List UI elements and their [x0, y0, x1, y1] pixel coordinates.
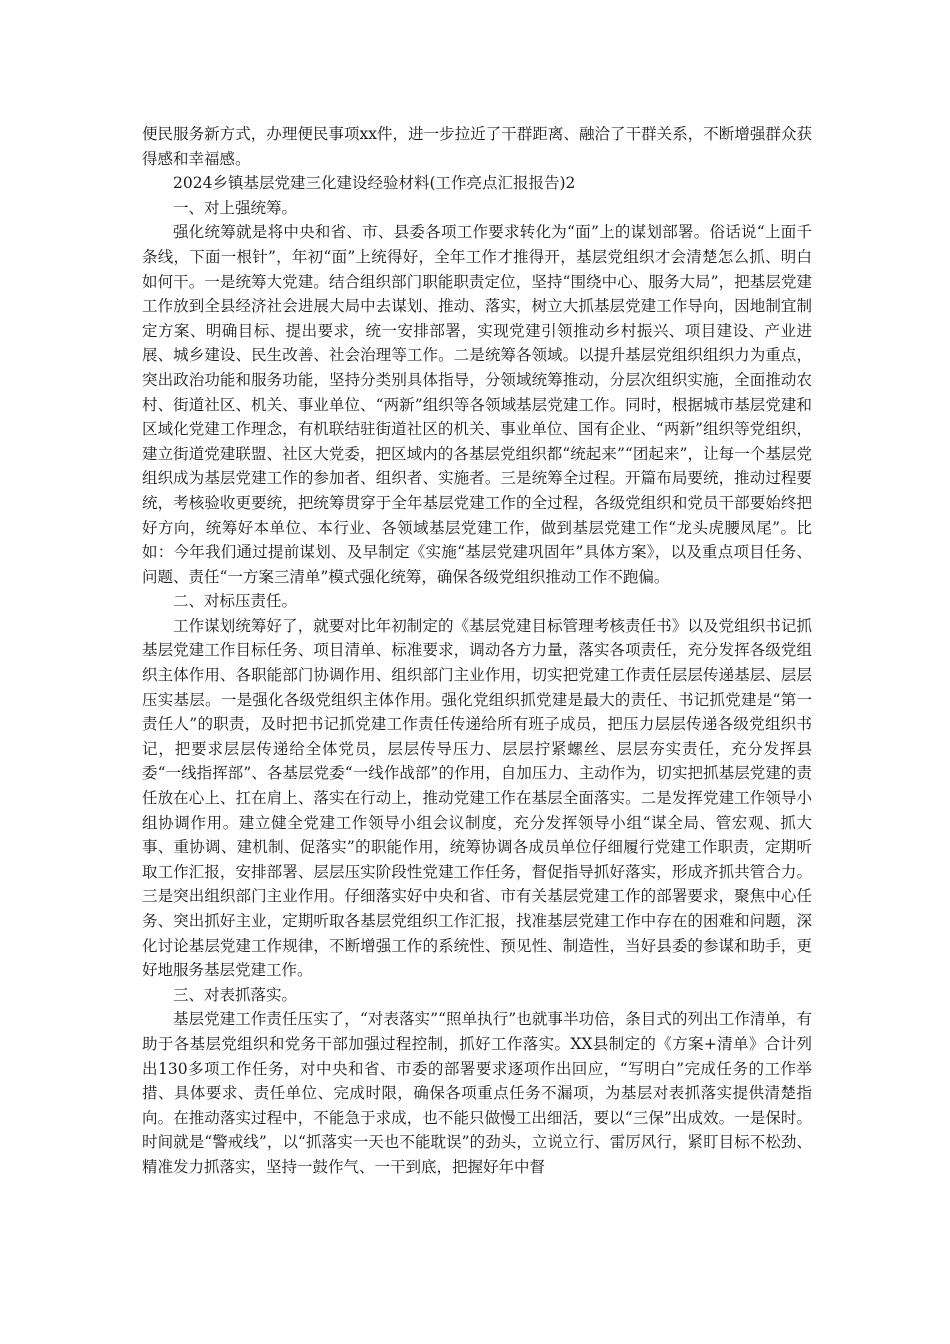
- document-page: [142, 122, 812, 1180]
- section-2-heading: 二、对标压责任。: [173, 592, 298, 611]
- continuation-paragraph: 便民服务新方式，办理便民事项xx件，进一步拉近了干群距离、融洽了干群关系，不断增强群众获得感和幸福感。: [142, 125, 812, 168]
- section-3-body: 基层党建工作责任压实了，“对表落实”“照单执行”也就事半功倍，条目式的列出工作清单，有助于各基层党组织和党务干部加强过程控制，抓好工作落实。XX县制定的《方案+清单》合计列出130多项工作任务，对中央和省、市委的部署要求逐项作出回应，“写明白”完成任务的工作举措、具体要求、责任单位、完成时限，确保各项重点任务不漏项，为基层对表抓落实提供清楚指向。在推动落实过程中，不能急于求成，也不能只做慢工出细活，要以“三保”出成效。一是保时。时间就是“警戒线”，以“抓落实一天也不能耽误”的劲头，立说立行、雷厉风行，紧盯目标不松劲、精准发力抓落实，坚持一鼓作气、一干到底，把握好年中督: [142, 1010, 812, 1176]
- document-title: 2024乡镇基层党建三化建设经验材料(工作亮点汇报报告)2: [173, 174, 576, 193]
- section-3-heading: 三、对表抓落实。: [173, 985, 298, 1004]
- section-1-heading: 一、对上强统筹。: [173, 198, 298, 217]
- section-2-body: 工作谋划统筹好了，就要对比年初制定的《基层党建目标管理考核责任书》以及党组织书记抓基层党建工作目标任务、项目清单、标准要求，调动各方力量，落实各项责任，充分发挥各级党组织主体作用、各职能部门协调作用、组织部门主业作用，切实把党建工作责任层层传递基层、层层压实基层。一是强化各级党组织主体作用。强化党组织抓党建是最大的责任、书记抓党建是“第一责任人”的职责，及时把书记抓党建工作责任传递给所有班子成员，把压力层层传递各级党组织书记，把要求层层传递给全体党员，层层传导压力、层层拧紧螺丝、层层夯实责任，充分发挥县委“一线指挥部”、各基层党委“一线作战部”的作用，自加压力、主动作为，切实把抓基层党建的责任放在心上、扛在肩上、落实在行动上，推动党建工作在基层全面落实。二是发挥党建工作领导小组协调作用。建立健全党建工作领导小组会议制度，充分发挥领导小组“谋全局、管宏观、抓大事、重协调、建机制、促落实”的职能作用，统筹协调各成员单位仔细履行党建工作职责，定期听取工作汇报，安排部署、层层压实阶段性党建工作任务，督促指导抓好落实，形成齐抓共管合力。三是突出组织部门主业作用。仔细落实好中央和省、市有关基层党建工作的部署要求，聚焦中心任务、突出抓好主业，定期听取各基层党组织工作汇报，找准基层党建工作中存在的困难和问题，深化讨论基层党建工作规律，不断增强工作的系统性、预见性、制造性，当好县委的参谋和助手，更好地服务基层党建工作。: [142, 616, 812, 980]
- section-1-body: 强化统筹就是将中央和省、市、县委各项工作要求转化为“面”上的谋划部署。俗话说“上面千条线，下面一根针”，年初“面”上统得好，全年工作才推得开，基层党组织才会清楚怎么抓、明白如何干。一是统筹大党建。结合组织部门职能职责定位，坚持“围绕中心、服务大局”，把基层党建工作放到全县经济社会进展大局中去谋划、推动、落实，树立大抓基层党建工作导向，因地制宜制定方案、明确目标、提出要求，统一安排部署，实现党建引领推动乡村振兴、项目建设、产业进展、城乡建设、民生改善、社会治理等工作。二是统筹各领域。以提升基层党组织组织力为重点，突出政治功能和服务功能，坚持分类别具体指导，分领域统筹推动，分层次组织实施，全面推动农村、街道社区、机关、事业单位、“两新”组织等各领域基层党建工作。同时，根据城市基层党建和区域化党建工作理念，有机联结驻街道社区的机关、事业单位、国有企业、“两新”组织等党组织，建立街道党建联盟、社区大党委，把区域内的各基层党组织都“统起来”“团起来”，让每一个基层党组织成为基层党建工作的参加者、组织者、实施者。三是统筹全过程。开篇布局要统，推动过程要统，考核验收更要统，把统筹贯穿于全年基层党建工作的全过程，各级党组织和党员干部要始终把好方向，统筹好本单位、本行业、各领域基层党建工作，做到基层党建工作“龙头虎腰凤尾”。比如：今年我们通过提前谋划、及早制定《实施“基层党建巩固年”具体方案》，以及重点项目任务、问题、责任“一方案三清单”模式强化统筹，确保各级党组织推动工作不跑偏。: [142, 223, 812, 586]
